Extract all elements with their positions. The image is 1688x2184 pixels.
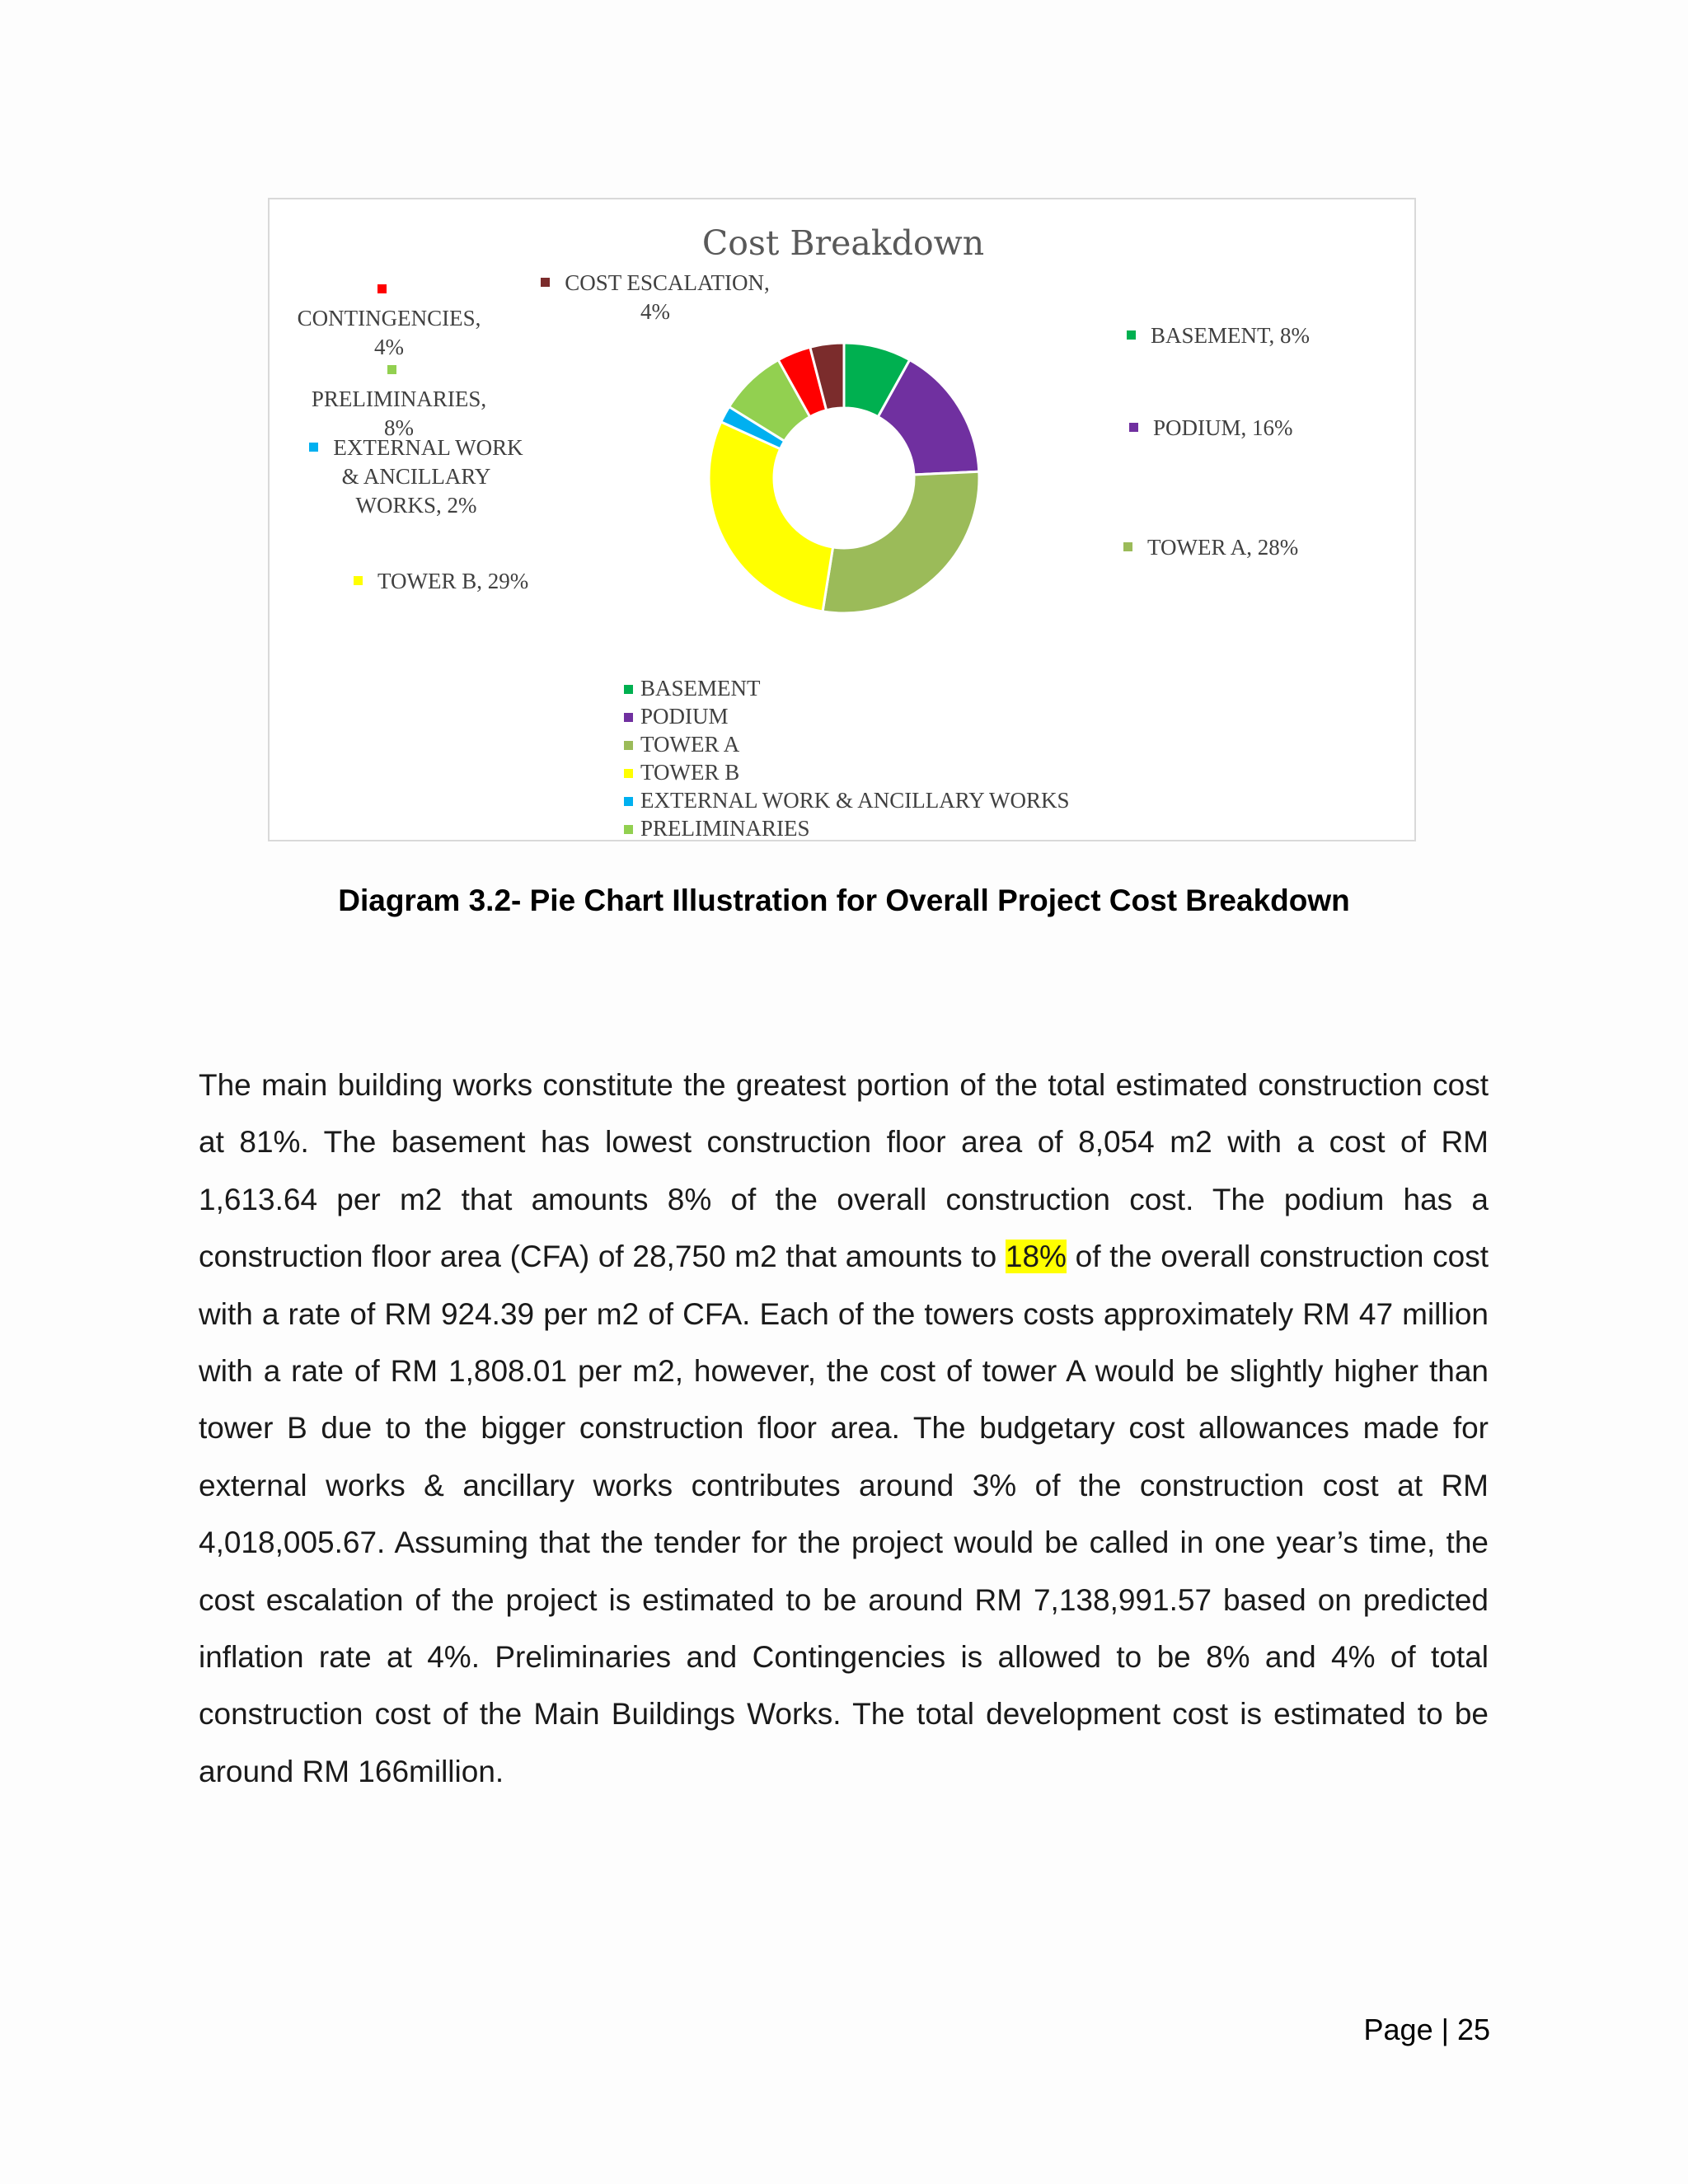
legend-item-tower-b: TOWER B (624, 758, 1070, 786)
legend-swatch (624, 741, 633, 750)
chart-container (268, 198, 1416, 841)
legend-swatch (387, 365, 396, 374)
legend-swatch (624, 797, 633, 806)
data-label-tower-b: TOWER B, 29% (354, 567, 568, 596)
legend-item-tower-a: TOWER A (624, 730, 1070, 758)
paragraph-text: The main building works constitute the greatest portion of the total estimated construction cost at 81%. The basement has lowest construction floor area of 8,054 m2 with a cost of RM 1,613.64 per m2 that amounts 8% of the overall construction cost. The podium has a construction floor area (CFA) of 28,750 m2 that amounts to (199, 1068, 1489, 1274)
legend-swatch (1127, 330, 1136, 340)
legend-swatch (541, 278, 550, 287)
slice-tower-a (823, 471, 979, 613)
data-label-contingencies: CONTINGENCIES, 4% (294, 275, 484, 362)
legend-swatch (1129, 423, 1138, 432)
body-paragraph (199, 1057, 1489, 1800)
paragraph-text: of the overall construction cost with a rate of RM 924.39 per m2 of CFA. Each of the towers costs approximately RM 47 million with a rate of RM 1,808.01 per m2, however, the cost of tower A would be slightly higher than tower B due to the bigger construction floor area. The budgetary cost allowances made for external works & ancillary works contributes around 3% of the construction cost at RM 4,018,005.67. Assuming that the tender for the project would be called in one year’s time, the cost escalation of the project is estimated to be around RM 7,138,991.57 based on predicted inflation rate at 4%. Preliminaries and Contingencies is allowed to be 8% and 4% of total construction cost of the Main Buildings Works. The total development cost is estimated to be around RM 166million. (199, 1240, 1489, 1788)
legend-swatch (624, 685, 633, 694)
chart-legend (624, 674, 1070, 842)
legend-item-preliminaries: PRELIMINARIES (624, 814, 1070, 842)
chart-slices (709, 343, 979, 613)
data-label-preliminaries: PRELIMINARIES, 8% (304, 356, 494, 443)
data-label-tower-a: TOWER A, 28% (1123, 533, 1338, 562)
data-label-podium: PODIUM, 16% (1129, 414, 1343, 443)
chart-title: Cost Breakdown (701, 223, 985, 263)
data-label-external-work: EXTERNAL WORK & ANCILLARY WORKS, 2% (309, 434, 523, 520)
legend-swatch (624, 713, 633, 722)
legend-swatch (354, 576, 363, 585)
legend-item-podium: PODIUM (624, 702, 1070, 730)
legend-swatch (624, 769, 633, 778)
legend-swatch (624, 825, 633, 834)
data-label-basement: BASEMENT, 8% (1127, 321, 1341, 350)
legend-swatch (309, 443, 318, 452)
legend-item-basement: BASEMENT (624, 674, 1070, 702)
page-number: Page | 25 (1363, 2013, 1490, 2046)
highlighted-percentage: 18% (1005, 1240, 1067, 1274)
data-label-cost-escalation: COST ESCALATION, 4% (540, 269, 771, 326)
legend-swatch (1123, 542, 1132, 551)
slice-tower-b (709, 422, 833, 612)
figure-caption: Diagram 3.2- Pie Chart Illustration for Overall Project Cost Breakdown (338, 883, 1350, 917)
legend-item-external-work: EXTERNAL WORK & ANCILLARY WORKS (624, 786, 1070, 814)
legend-swatch (377, 284, 387, 293)
